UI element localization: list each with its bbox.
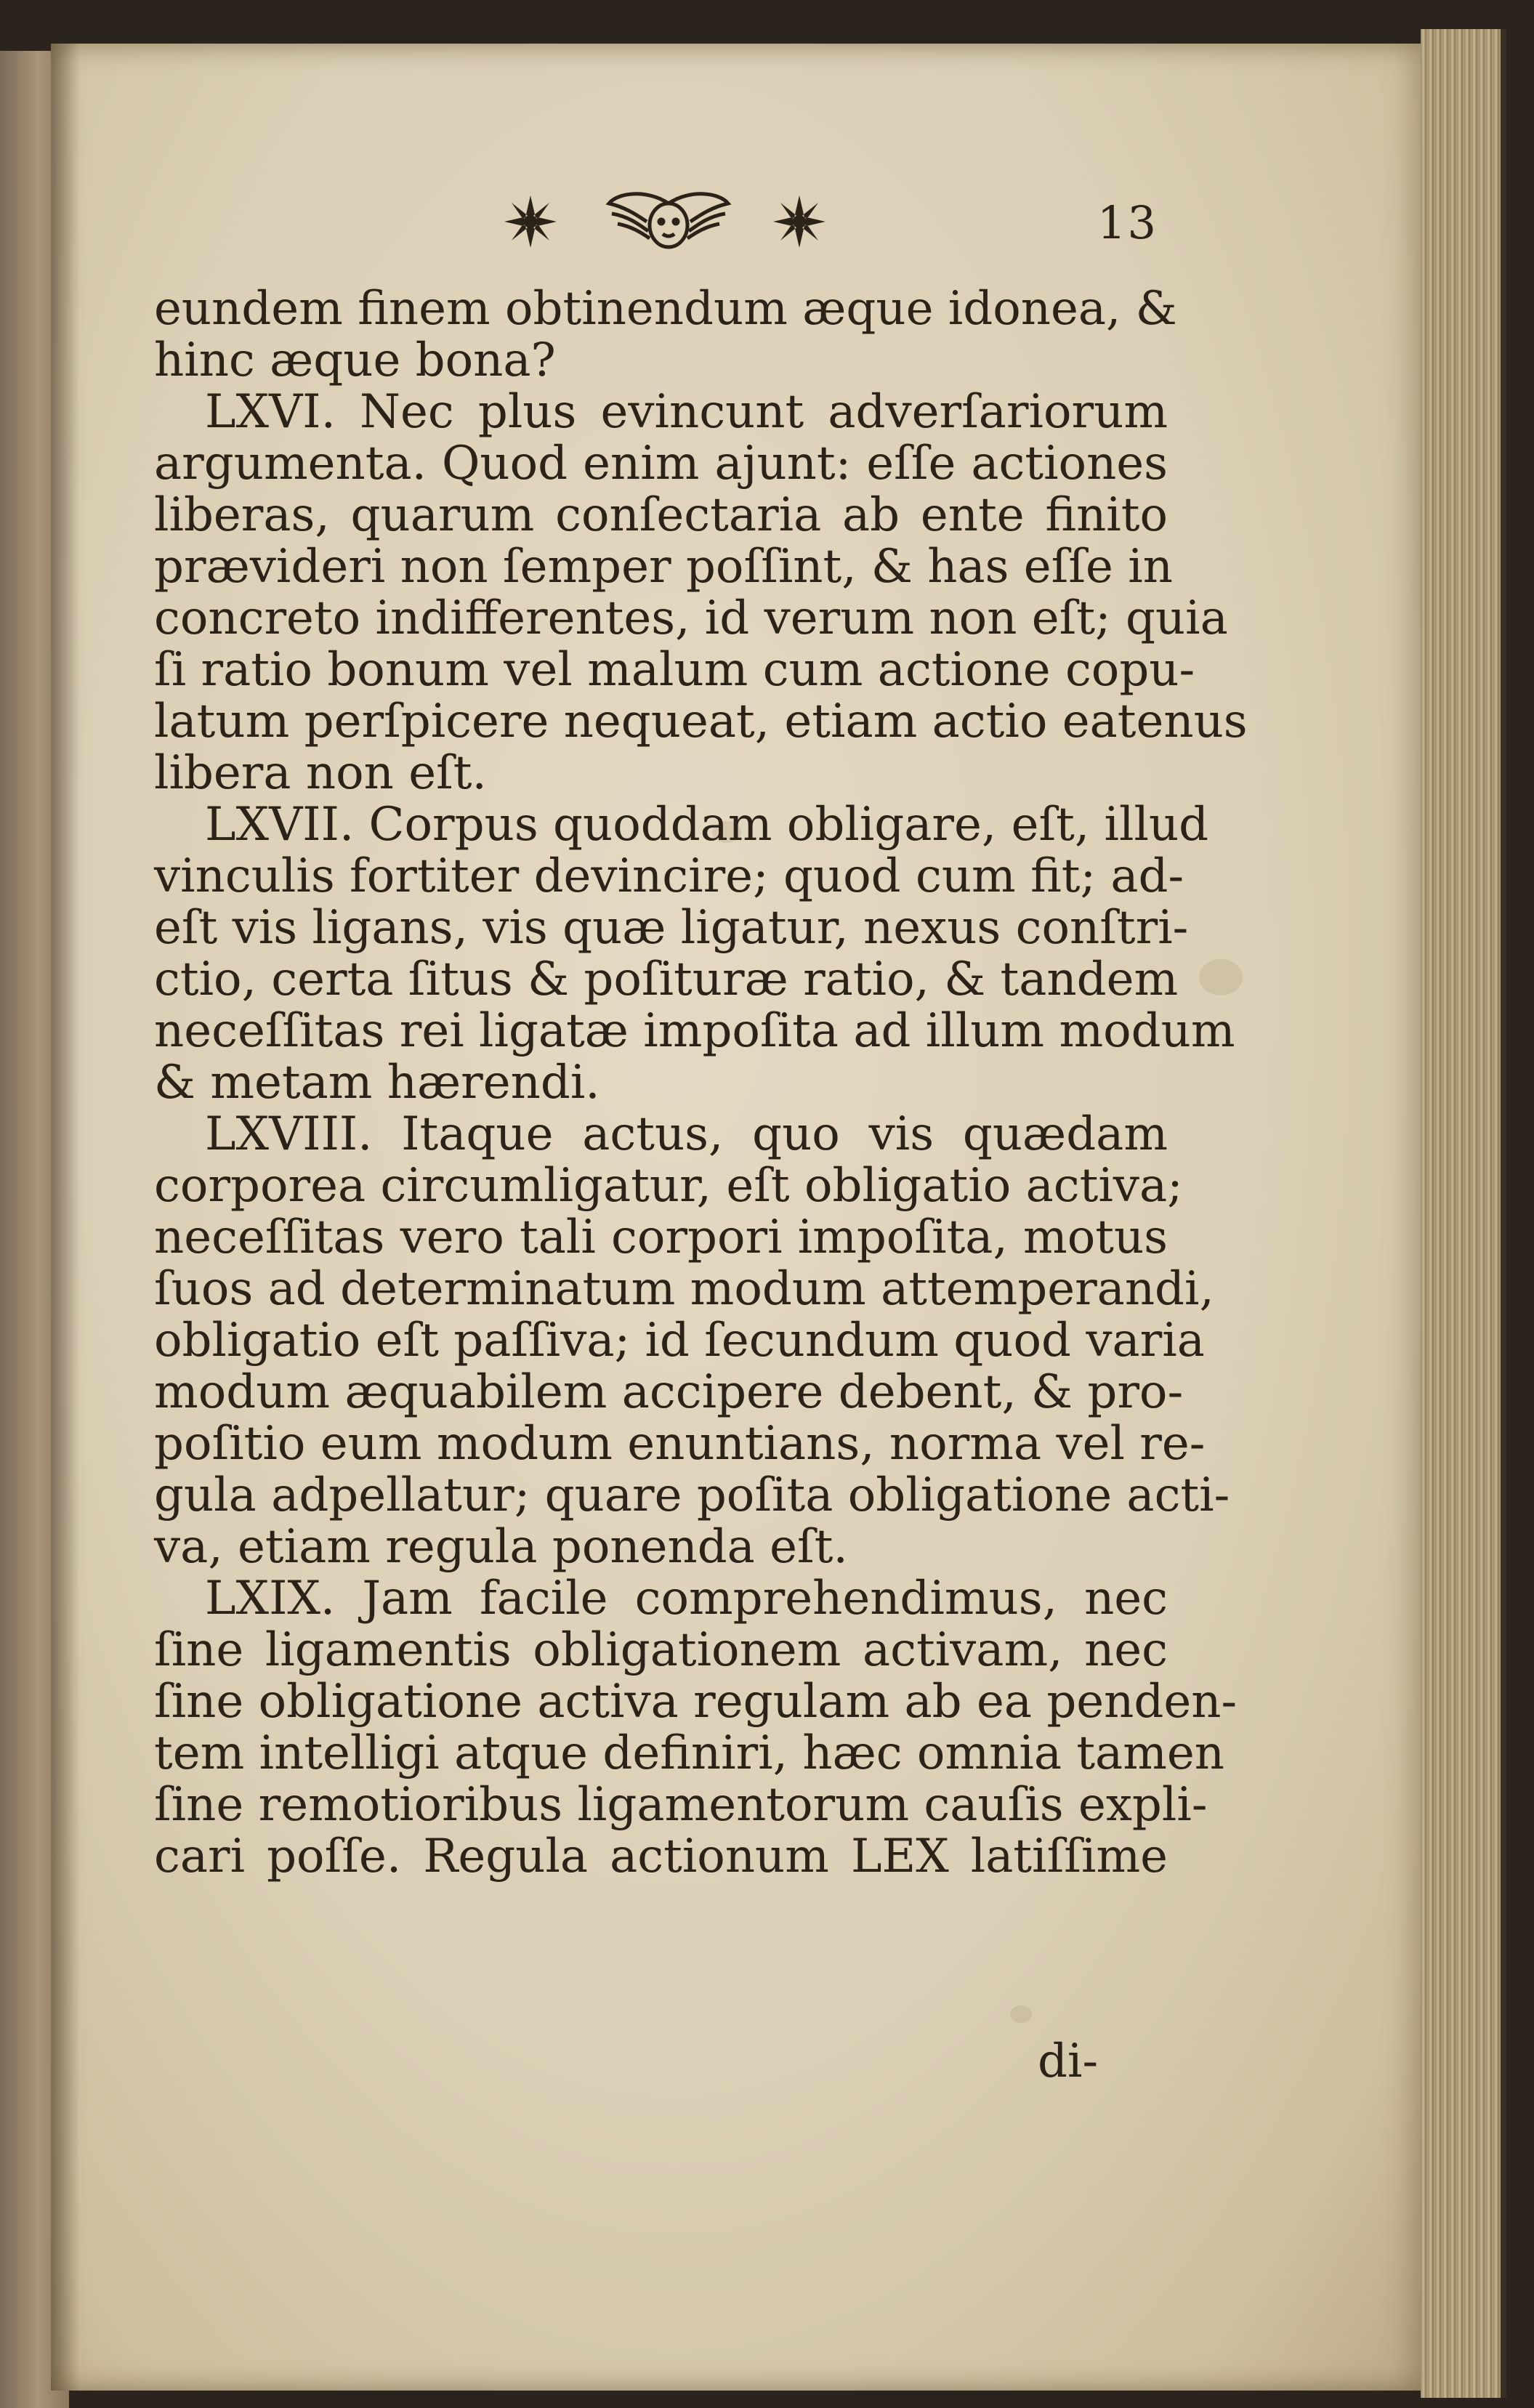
- text-line: ctio, certa ſitus & poſituræ ratio, & tandem: [154, 953, 1179, 1006]
- text-line: argumenta. Quod enim ajunt: eſſe actiones: [154, 437, 1168, 490]
- text-line: modum æquabilem accipere debent, & pro-: [154, 1365, 1184, 1419]
- text-line: concreto indifferentes, id verum non eſt; quia: [154, 591, 1228, 645]
- text-line: obligatio eſt paſſiva; id ſecundum quod varia: [154, 1314, 1205, 1367]
- star-ornament-right-icon: [770, 193, 828, 251]
- paper-stain: [1199, 959, 1243, 995]
- text-line: eſt vis ligans, vis quæ ligatur, nexus conſtri-: [154, 901, 1189, 955]
- text-line: ſuos ad determinatum modum attemperandi,: [154, 1262, 1214, 1316]
- text-line: ſine ligamentis obligationem activam, nec: [154, 1623, 1168, 1677]
- page-edges: [1421, 29, 1506, 2398]
- catchword: di-: [1038, 2035, 1099, 2088]
- page-header: [480, 185, 1177, 265]
- gutter-shadow: [51, 44, 80, 2391]
- body-text: [154, 282, 1248, 1883]
- text-line: ſine remotioribus ligamentorum cauſis expli-: [154, 1778, 1208, 1832]
- text-line: tem intelligi atque definiri, hæc omnia tamen: [154, 1726, 1224, 1780]
- text-line: & metam hærendi.: [154, 1056, 600, 1110]
- text-line: LXVIII. Itaque actus, quo vis quædam: [205, 1107, 1168, 1161]
- text-line: vinculis fortiter devincire; quod cum fit; ad-: [154, 849, 1184, 903]
- text-line: LXIX. Jam facile comprehendimus, nec: [205, 1572, 1168, 1625]
- text-line: va, etiam regula ponenda eſt.: [154, 1520, 848, 1574]
- text-line: liberas, quarum conſectaria ab ente finito: [154, 488, 1168, 542]
- text-line: ſi ratio bonum vel malum cum actione copu-: [154, 643, 1195, 697]
- text-line: hinc æque bona?: [154, 334, 556, 387]
- text-line: neceſſitas rei ligatæ impoſita ad illum modum: [154, 1004, 1235, 1058]
- text-line: LXVII. Corpus quoddam obligare, eſt, illud: [205, 798, 1209, 852]
- text-line: cari poſſe. Regula actionum LEX latiſſime: [154, 1830, 1168, 1883]
- text-line: neceſſitas vero tali corpori impoſita, motus: [154, 1211, 1168, 1264]
- text-line: latum perſpicere nequeat, etiam actio eatenus: [154, 695, 1248, 748]
- text-line: libera non eſt.: [154, 746, 487, 800]
- page-number: 13: [1097, 196, 1158, 249]
- text-line: prævideri non ſemper poſſint, & has eſſe in: [154, 540, 1173, 594]
- paper-stain: [1010, 2005, 1032, 2023]
- text-line: poſitio eum modum enuntians, norma vel re-: [154, 1417, 1206, 1471]
- text-line: eundem finem obtinendum æque idonea, &: [154, 282, 1177, 336]
- star-ornament-left-icon: [501, 193, 560, 251]
- text-line: LXVI. Nec plus evincunt adverſariorum: [205, 385, 1168, 439]
- text-line: corporea circumligatur, eſt obligatio activa;: [154, 1159, 1183, 1213]
- text-line: ſine obligatione activa regulam ab ea penden-: [154, 1675, 1238, 1729]
- text-line: gula adpellatur; quare poſita obligatione acti-: [154, 1468, 1230, 1522]
- winged-head-ornament-icon: [603, 189, 734, 254]
